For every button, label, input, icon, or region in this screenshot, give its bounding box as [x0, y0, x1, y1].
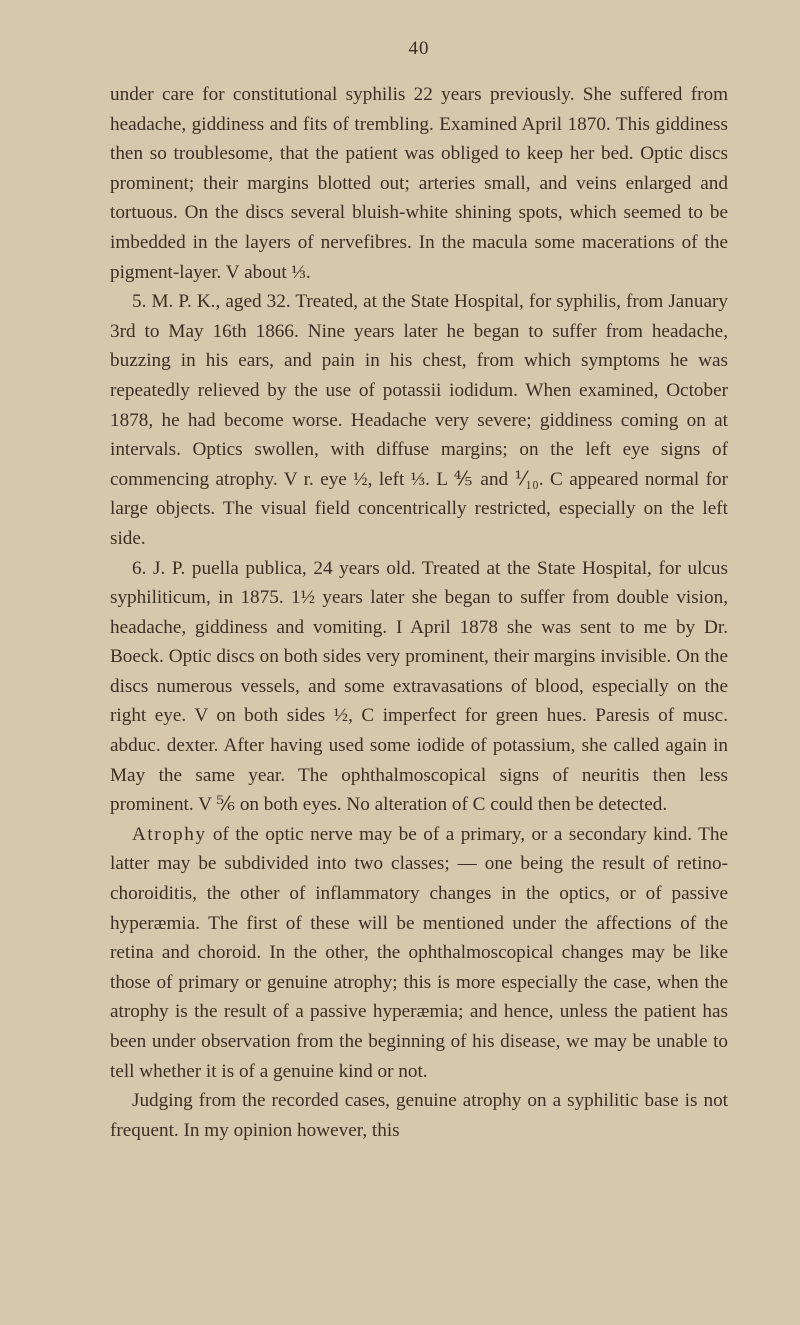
paragraph-4-text: of the optic nerve may be of a primary, or a secondary kind. The latter may be subdivided into two classes; — one being the result of retino-choroiditis, the other of inflammatory changes in the optics, or of passive hyperæmia. The first of these will be mentioned under the affections of the retina and choroid. In the other, the ophthalmoscopical changes may be like those of primary or genuine atrophy; this is more especially the case, when the atrophy is the result of a passive hyperæmia; and hence, unless the patient has been under observation from the beginning of his disease, we may be unable to tell whether it is of a genuine kind or not.	[110, 823, 728, 1082]
paragraph-1: under care for constitutional syphilis 22 years previously. She suffered from headache, giddiness and fits of trembling. Examined April 1870. This giddiness then so troublesome, that the patient was obliged to keep her bed. Optic discs prominent; their margins blotted out; arteries small, and veins enlarged and tortuous. On the discs several bluish-white shining spots, which seemed to be imbedded in the layers of nervefibres. In the macula some macerations of the pigment-layer. V about ⅓.	[110, 84, 728, 283]
paragraph-2: 5. M. P. K., aged 32. Treated, at the State Hospital, for syphilis, from January 3rd to May 16th 1866. Nine years later he began to suffer from headache, buzzing in his ears, and pain in his chest, from which symptoms he was repeatedly relieved by the use of potassii iodidum. When examined, October 1878, he had become worse. Headache very severe; giddiness coming on at intervals. Optics swollen, with diffuse margins; on the left eye signs of commencing atrophy. V r. eye ½, left ⅓. L ⅘ and ⅟₁₀. C appeared normal for large objects. The visual field concentrically restricted, especially on the left side.	[110, 291, 728, 549]
page-number: 40	[408, 38, 430, 59]
paragraph-3: 6. J. P. puella publica, 24 years old. Treated at the State Hospital, for ulcus syphiliticum, in 1875. 1½ years later she began to suffer from double vision, headache, giddiness and vomiting. I April 1878 she was sent to me by Dr. Boeck. Optic discs on both sides very prominent, their margins invisible. On the discs numerous vessels, and some extravasations of blood, especially on the right eye. V on both sides ½, C imperfect for green hues. Paresis of musc. abduc. dexter. After having used some iodide of potassium, she called again in May the same year. The ophthalmoscopical signs of neuritis then less prominent. V ⅚ on both eyes. No alteration of C could then be detected.	[110, 557, 728, 816]
body-text	[110, 80, 728, 1145]
paragraph-4-lead: Atrophy	[132, 823, 207, 845]
paragraph-4	[110, 820, 728, 1086]
paragraph-5: Judging from the recorded cases, genuine atrophy on a syphilitic base is not frequent. In my opinion however, this	[110, 1090, 728, 1141]
